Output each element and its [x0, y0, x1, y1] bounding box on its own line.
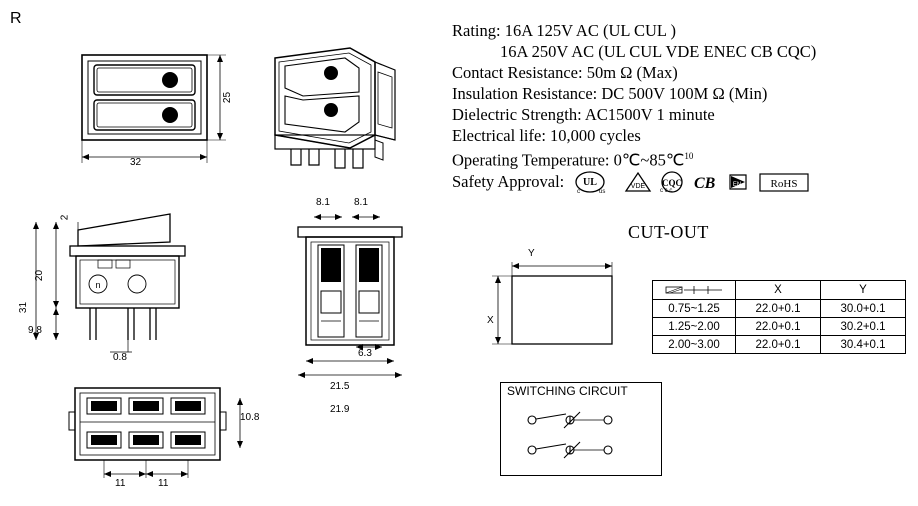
bottom-view-pitch2-label: 11: [158, 478, 169, 489]
cutout-y-label: Y: [528, 248, 535, 259]
rear-view-pin-width-label: 6.3: [358, 348, 372, 359]
approval-marks-group: [574, 171, 822, 195]
spec-line-safety-approval: [452, 171, 912, 195]
side-view-total-height-label: 31: [18, 301, 30, 314]
cutout-title: CUT-OUT: [628, 222, 709, 242]
bottom-view-drawing: [55, 382, 270, 492]
spec-line-electrical-life: Electrical life: 10,000 cycles: [452, 126, 641, 145]
cutout-x-label: X: [487, 315, 494, 326]
svg-text:c: c: [577, 188, 581, 195]
side-view-body-height-label: 20: [34, 269, 46, 282]
table-header-y: Y: [821, 281, 906, 300]
isometric-view-drawing: [255, 40, 415, 175]
switching-circuit-title: SWITCHING CIRCUIT: [507, 384, 628, 398]
table-header-row: [653, 281, 906, 300]
cell-y-2: 30.4+0.1: [821, 336, 906, 354]
spec-line-operating-temperature: [452, 146, 912, 171]
specification-block: [452, 20, 912, 195]
spec-line-rating-125v: Rating: 16A 125V AC (UL CUL ): [452, 21, 676, 40]
cell-y-1: 30.2+0.1: [821, 318, 906, 336]
safety-approval-text: Safety Approval:: [452, 171, 565, 191]
svg-text:VDE: VDE: [631, 182, 646, 190]
table-row: [653, 318, 906, 336]
table-row: [653, 336, 906, 354]
switching-circuit-diagram: [508, 402, 654, 472]
rear-view-pin-b-label: 8.1: [354, 197, 368, 208]
svg-text:EN: EN: [733, 181, 742, 188]
table-header-thickness: [653, 281, 736, 300]
side-view-pin-label: 0.8: [113, 352, 127, 363]
side-view-lower-height-label: 9.8: [28, 325, 42, 336]
cell-thickness-1: 1.25~2.00: [653, 318, 736, 336]
cutout-dimension-table: [652, 280, 906, 354]
svg-text:UL: UL: [583, 176, 598, 188]
cell-y-0: 30.0+0.1: [821, 300, 906, 318]
operating-temperature-text: Operating Temperature: 0℃~85℃: [452, 150, 685, 170]
cell-thickness-2: 2.00~3.00: [653, 336, 736, 354]
spec-line-contact-resistance: Contact Resistance: 50m Ω (Max): [452, 63, 678, 82]
svg-text:us: us: [599, 188, 606, 195]
cutout-drawing: [482, 258, 632, 368]
cell-thickness-0: 0.75~1.25: [653, 300, 736, 318]
spec-line-rating-250v: 16A 250V AC (UL CUL VDE ENEC CB CQC): [500, 42, 817, 61]
bottom-view-height-label: 10.8: [240, 412, 260, 423]
bottom-view-pitch1-label: 11: [115, 478, 126, 489]
front-view-height-label: 25: [222, 91, 234, 104]
rear-view-pin-a-label: 8.1: [316, 197, 330, 208]
spec-line-insulation-resistance: Insulation Resistance: DC 500V 100M Ω (Min): [452, 84, 768, 103]
cell-x-1: 22.0+0.1: [736, 318, 821, 336]
svg-text:RoHS: RoHS: [770, 177, 798, 190]
table-row: [653, 300, 906, 318]
front-view-width-label: 32: [130, 157, 142, 168]
rear-view-width1-label: 21.5: [330, 381, 350, 392]
svg-text:CB: CB: [694, 174, 716, 192]
rear-view-width2-label: 21.9: [330, 404, 350, 415]
svg-text:CQC: CQC: [662, 177, 683, 188]
svg-text:c c c: c c c: [660, 187, 673, 194]
side-view-drawing: [20, 200, 250, 365]
corner-mark: R: [10, 10, 22, 27]
spec-line-dielectric-strength: Dielectric Strength: AC1500V 1 minute: [452, 105, 715, 124]
side-view-top-label: 2: [59, 214, 71, 221]
operating-temperature-superscript: 10: [684, 151, 694, 161]
cell-x-2: 22.0+0.1: [736, 336, 821, 354]
svg-text:n: n: [95, 280, 101, 290]
front-view-drawing: [60, 45, 270, 170]
cell-x-0: 22.0+0.1: [736, 300, 821, 318]
table-header-x: X: [736, 281, 821, 300]
